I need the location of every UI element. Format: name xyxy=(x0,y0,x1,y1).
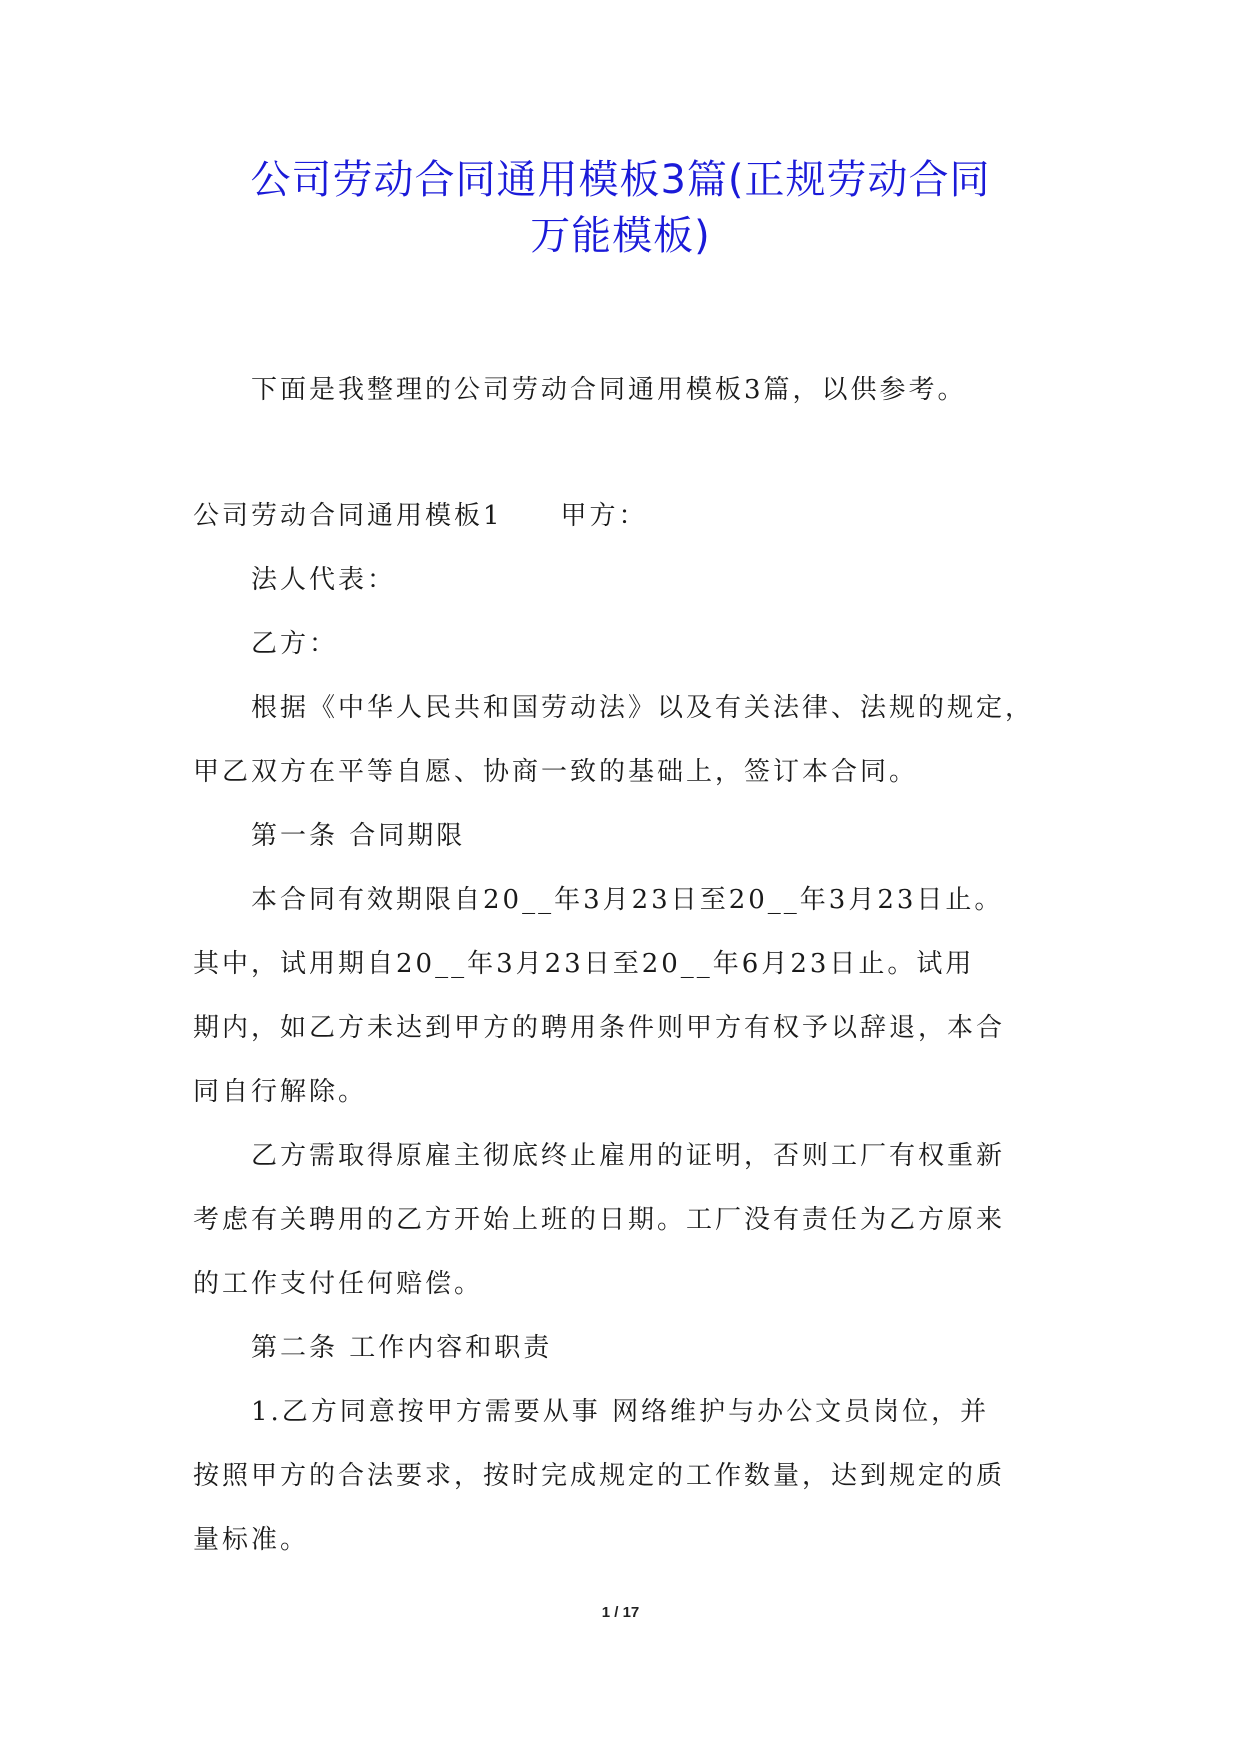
paragraph-line: 乙方： xyxy=(251,629,339,659)
document-title xyxy=(150,152,1091,264)
paragraph-line: 按照甲方的合法要求，按时完成规定的工作数量，达到规定的质 xyxy=(193,1461,1006,1491)
paragraph-line: 的工作支付任何赔偿。 xyxy=(193,1269,484,1299)
title-line-2: 万能模板) xyxy=(530,213,711,259)
paragraph-line: 其中，试用期自20__年3月23日至20__年6月23日止。试用 xyxy=(193,949,975,979)
intro-paragraph: 下面是我整理的公司劳动合同通用模板3篇，以供参考。 xyxy=(251,375,967,405)
paragraph-line: 考虑有关聘用的乙方开始上班的日期。工厂没有责任为乙方原来 xyxy=(193,1205,1006,1235)
title-line-1: 公司劳动合同通用模板3篇(正规劳动合同 xyxy=(250,157,991,203)
paragraph-line: 根据《中华人民共和国劳动法》以及有关法律、法规的规定， xyxy=(251,693,1035,723)
document-body xyxy=(193,358,1055,1572)
paragraph-line: 期内，如乙方未达到甲方的聘用条件则甲方有权予以辞退，本合 xyxy=(193,1013,1006,1043)
paragraph-line: 本合同有效期限自20__年3月23日至20__年3月23日止。 xyxy=(251,885,1004,915)
paragraph-line: 1.乙方同意按甲方需要从事 网络维护与办公文员岗位，并 xyxy=(251,1397,990,1427)
paragraph-line: 乙方需取得原雇主彻底终止雇用的证明，否则工厂有权重新 xyxy=(251,1141,1006,1171)
paragraph-line: 法人代表： xyxy=(251,565,397,595)
paragraph-line: 同自行解除。 xyxy=(193,1077,368,1107)
paragraph-list xyxy=(193,484,1055,1572)
paragraph-line: 甲乙双方在平等自愿、协商一致的基础上，签订本合同。 xyxy=(193,757,919,787)
paragraph-line: 量标准。 xyxy=(193,1525,310,1555)
paragraph-line: 第一条 合同期限 xyxy=(251,821,466,851)
page-indicator: 1 / 17 xyxy=(601,1604,640,1621)
paragraph-line: 公司劳动合同通用模板1 甲方： xyxy=(193,501,648,531)
paragraph-line: 第二条 工作内容和职责 xyxy=(251,1333,553,1363)
